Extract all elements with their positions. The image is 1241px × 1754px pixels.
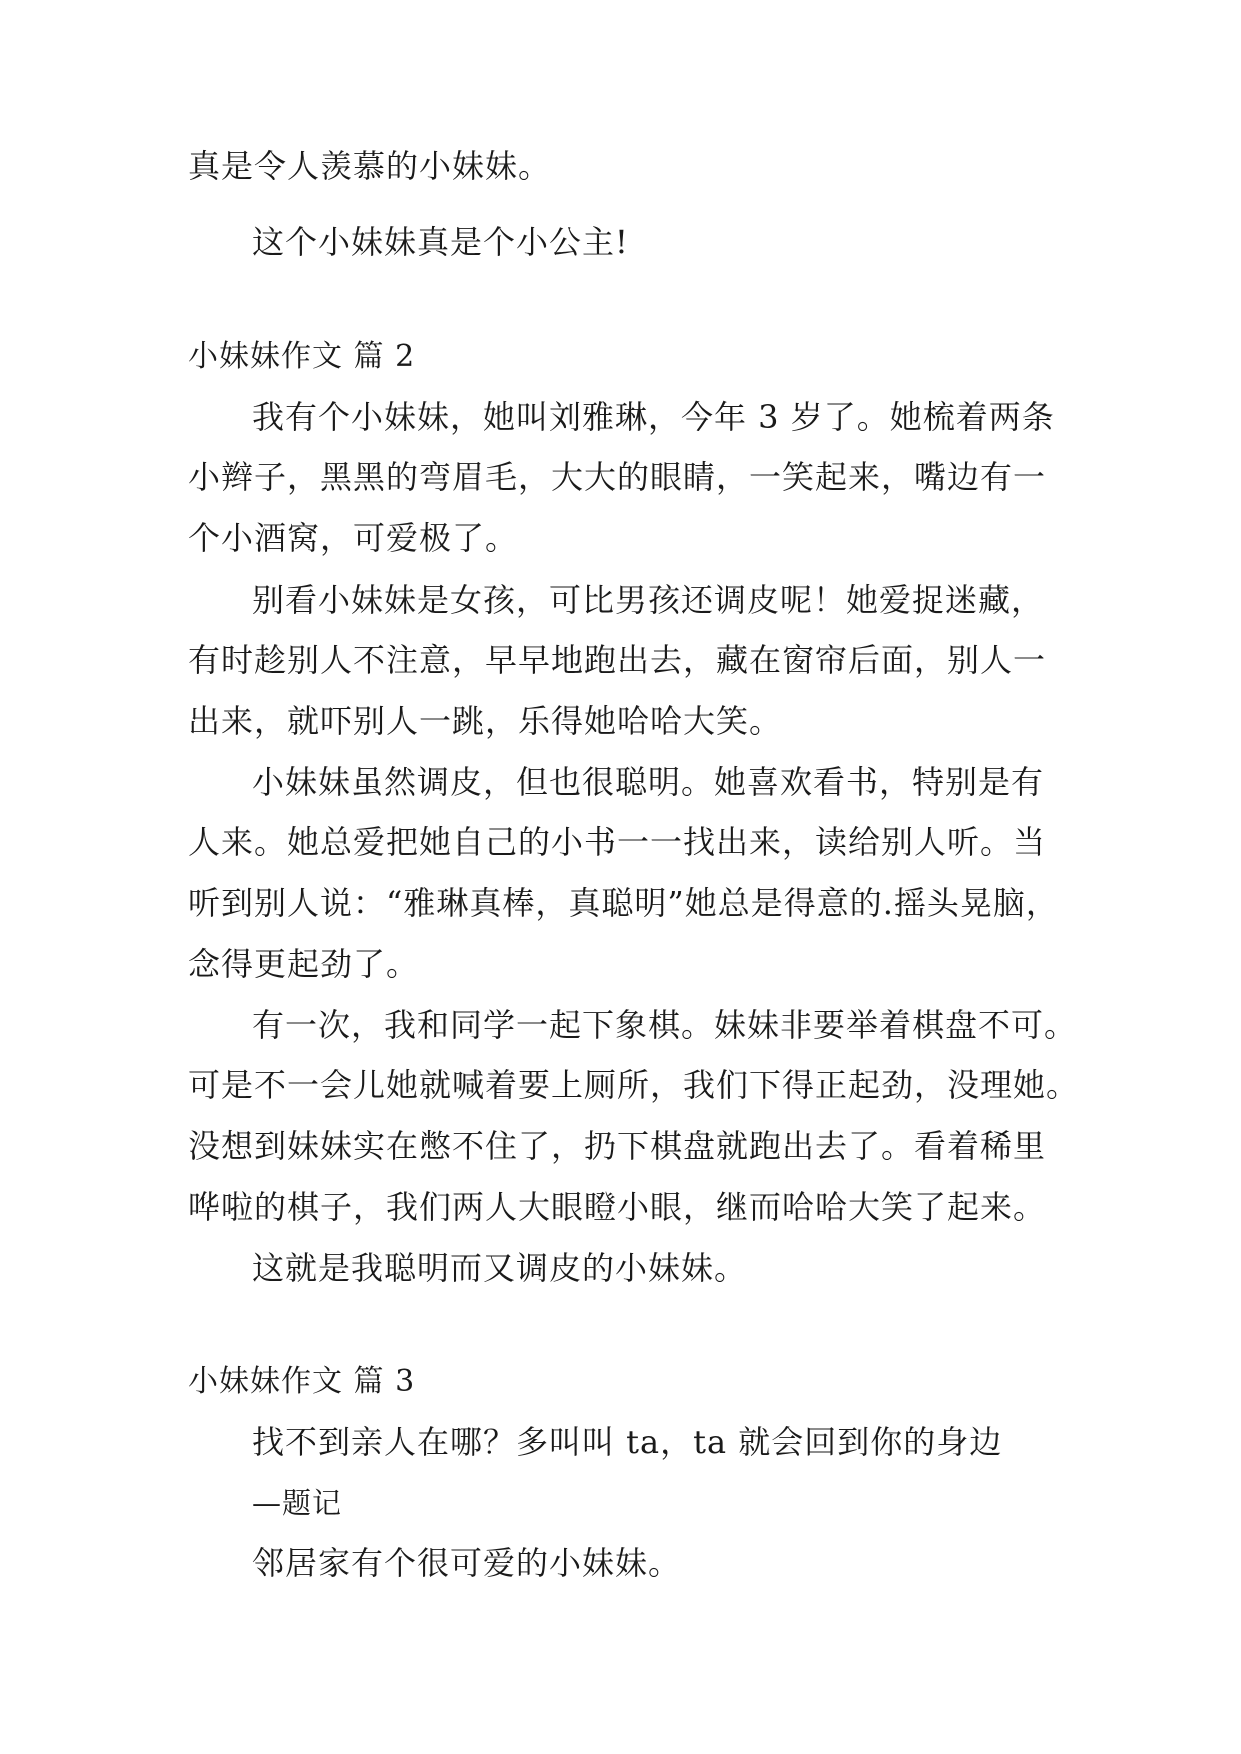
epigraph-attribution: —题记 xyxy=(252,1486,343,1520)
paragraph-line: 小辫子，黑黑的弯眉毛，大大的眼睛，一笑起来，嘴边有一 xyxy=(188,458,1047,496)
section-heading: 小妹妹作文 篇 2 xyxy=(188,339,416,374)
paragraph-line: 可是不一会儿她就喊着要上厕所，我们下得正起劲，没理她。 xyxy=(188,1066,1080,1104)
paragraph-line: 人来。她总爱把她自己的小书一一找出来，读给别人听。当 xyxy=(188,823,1047,861)
paragraph-line: 有时趁别人不注意，早早地跑出去，藏在窗帘后面，别人一 xyxy=(188,641,1047,679)
paragraph-line: 小妹妹虽然调皮，但也很聪明。她喜欢看书，特别是有 xyxy=(252,763,1045,801)
paragraph-line: 没想到妹妹实在憋不住了，扔下棋盘就跑出去了。看着稀里 xyxy=(188,1127,1047,1165)
paragraph-line: 念得更起劲了。 xyxy=(188,945,420,983)
paragraph-line: 个小酒窝，可爱极了。 xyxy=(188,519,519,557)
paragraph-line: 有一次，我和同学一起下象棋。妹妹非要举着棋盘不可。 xyxy=(252,1006,1078,1044)
paragraph-line: 这个小妹妹真是个小公主! xyxy=(252,223,629,261)
paragraph-line: 听到别人说：“雅琳真棒，真聪明”她总是得意的.摇头晃脑， xyxy=(188,884,1059,922)
paragraph-line: 出来，就吓别人一跳，乐得她哈哈大笑。 xyxy=(188,702,783,740)
paragraph-line: 我有个小妹妹，她叫刘雅琳，今年 3 岁了。她梳着两条 xyxy=(252,398,1055,436)
paragraph-line: 这就是我聪明而又调皮的小妹妹。 xyxy=(252,1249,748,1287)
paragraph-line: 邻居家有个很可爱的小妹妹。 xyxy=(252,1544,682,1582)
paragraph-line: 找不到亲人在哪？多叫叫 ta，ta 就会回到你的身边 xyxy=(252,1423,1003,1461)
section-heading: 小妹妹作文 篇 3 xyxy=(188,1364,416,1399)
paragraph-line: 真是令人羡慕的小妹妹。 xyxy=(188,147,552,185)
paragraph-line: 别看小妹妹是女孩，可比男孩还调皮呢！她爱捉迷藏， xyxy=(252,581,1045,619)
paragraph-line: 哗啦的棋子，我们两人大眼瞪小眼，继而哈哈大笑了起来。 xyxy=(188,1188,1047,1226)
